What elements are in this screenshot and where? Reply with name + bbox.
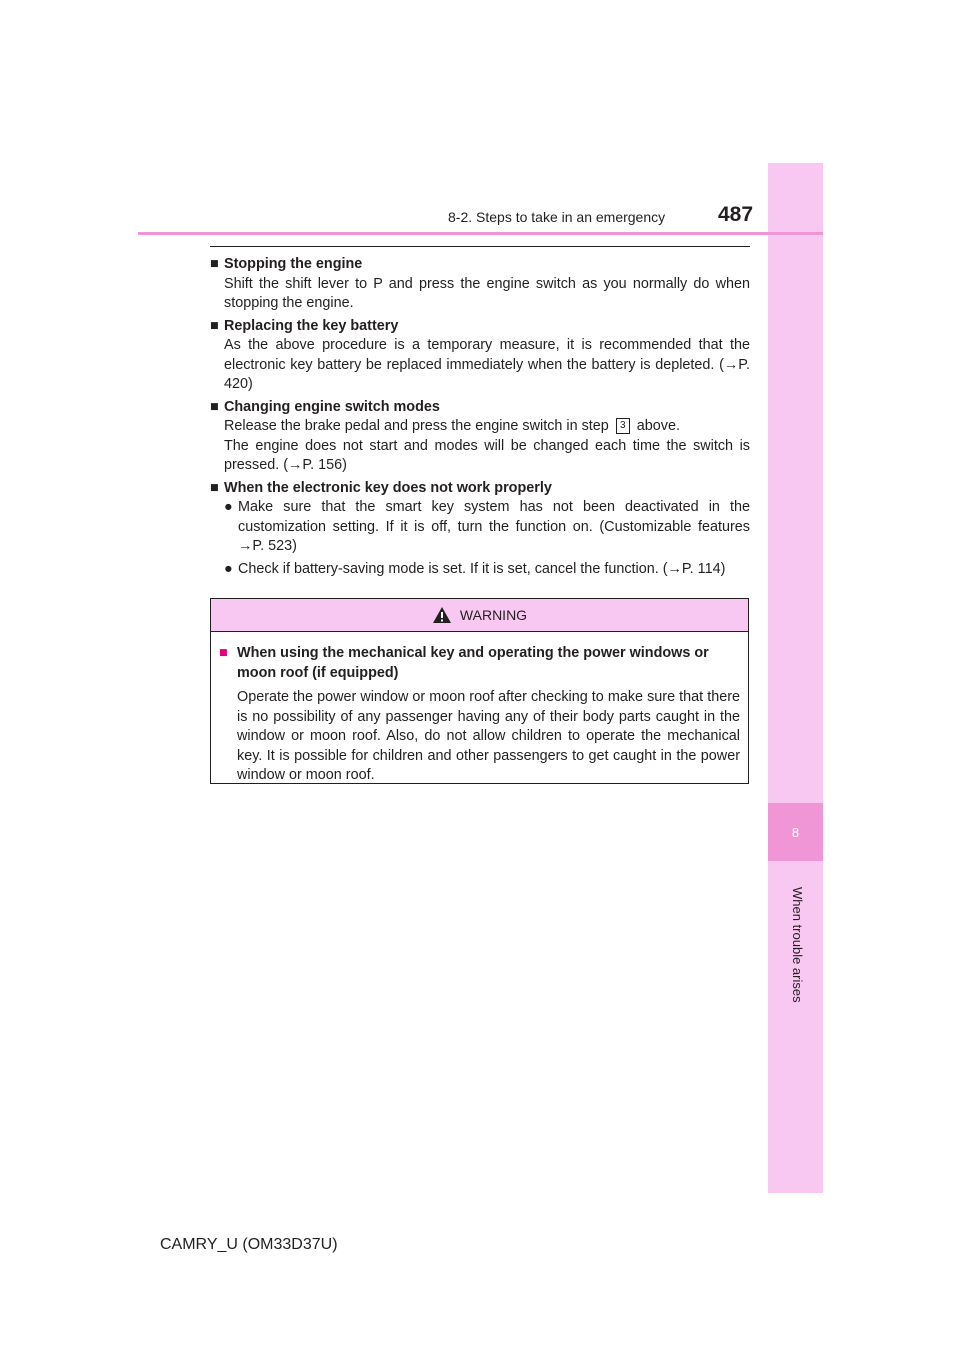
item-body: Release the brake pedal and press the engine switch in step 3 above. <box>224 418 681 434</box>
warning-text: Operate the power window or moon roof after checking to make sure that there is no possibility of any passenger having any of their body parts caught in the window or moon roof. Also, do not allow children to operate the mechanical key. It is possible for children and other passengers to get caught in the power window or moon roof. <box>237 689 740 783</box>
item-body: Shift the shift lever to P and press the engine switch as you normally do when stopping the engine. <box>224 275 750 311</box>
item-key-not-working <box>210 479 750 580</box>
item-title: When the electronic key does not work properly <box>224 479 552 496</box>
warning-title: When using the mechanical key and operating the power windows or moon roof (if equipped) <box>237 645 709 681</box>
square-bullet-icon: ■ <box>210 317 219 334</box>
section-title: 8-2. Steps to take in an emergency <box>448 209 666 225</box>
chapter-number-tab <box>768 803 823 861</box>
warning-label: WARNING <box>459 607 528 623</box>
circle-bullet-icon: ● <box>224 499 233 515</box>
square-bullet-icon: ■ <box>210 398 219 415</box>
content-rule <box>210 246 750 247</box>
chapter-sidebar <box>768 163 823 1193</box>
step-reference: 3 <box>616 418 630 434</box>
item-replacing-battery <box>210 317 750 395</box>
warning-box <box>210 598 749 784</box>
item-title: Changing engine switch modes <box>224 398 440 415</box>
item-title: Replacing the key battery <box>224 317 399 334</box>
header-rule <box>138 232 823 235</box>
item-body: As the above procedure is a temporary measure, it is recommended that the electronic key battery be replaced immediately when the battery is depleted. (→P. 420) <box>224 337 750 392</box>
chapter-number: 8 <box>791 824 800 840</box>
list-item: ● Make sure that the smart key system has not been deactivated in the customization setting. If it is off, turn the function on. (Customizable features →P. 523) <box>210 498 750 557</box>
square-bullet-icon: ■ <box>210 479 219 496</box>
item-stopping-engine <box>210 255 750 314</box>
item-changing-modes <box>210 398 750 476</box>
content <box>210 255 750 582</box>
square-bullet-icon: ■ <box>219 645 228 661</box>
warning-header <box>211 599 748 632</box>
warning-body <box>211 632 748 786</box>
item-body-2: The engine does not start and modes will be changed each time the switch is pressed. (→P. 156) <box>224 437 750 473</box>
warning-triangle-icon <box>432 606 452 624</box>
page-number: 487 <box>718 203 754 226</box>
circle-bullet-icon: ● <box>224 560 233 577</box>
item-title: Stopping the engine <box>224 256 363 272</box>
list-item: ● Check if battery-saving mode is set. If it is set, cancel the function. (→P. 114) <box>210 560 750 580</box>
chapter-title: When trouble arises <box>790 887 805 1003</box>
footer-model-code: CAMRY_U (OM33D37U) <box>160 1236 338 1253</box>
square-bullet-icon: ■ <box>210 256 219 272</box>
